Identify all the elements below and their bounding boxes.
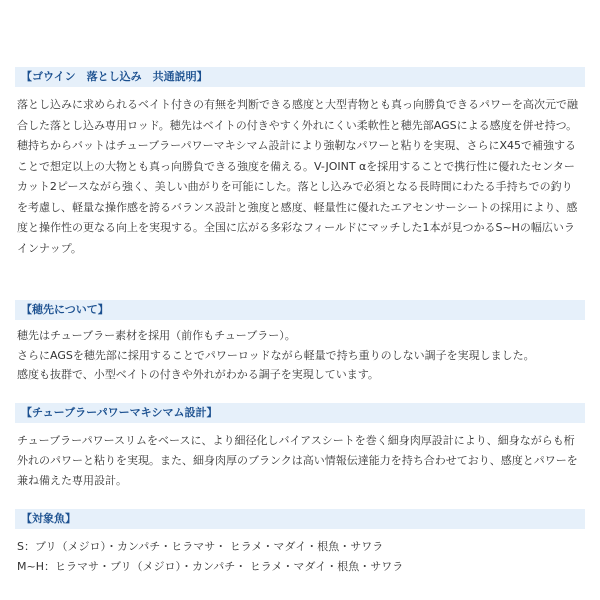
section-tip <box>15 300 585 385</box>
section-header-target-fish: 【対象魚】 <box>15 509 585 529</box>
target-fish-line-s: S：ブリ（メジロ）・カンパチ・ヒラマサ・ ヒラメ・マダイ・根魚・サワラ <box>17 540 384 553</box>
section-header-common: 【ゴウイン 落とし込み 共通説明】 <box>15 67 585 87</box>
tubular-text: チューブラーパワースリムをベースに、より細径化しバイアスシートを巻く細身肉厚設計により、細身ながらも桁外れのパワーと粘りを実現。また、細身肉厚のブランクは高い情報伝達能力を持ち合わせており、感度とパワーを兼ね備えた専用設計。 <box>17 434 578 487</box>
section-target-fish <box>15 509 585 577</box>
section-common-description <box>15 67 585 259</box>
target-fish-text <box>15 537 585 577</box>
section-header-tubular: 【チューブラーパワーマキシマム設計】 <box>15 403 585 423</box>
tip-text <box>15 326 585 385</box>
tip-line-1: 穂先はチューブラー素材を採用（前作もチューブラー）。 <box>17 329 296 342</box>
section-tubular-power-maximum <box>15 403 585 491</box>
tip-line-3: 感度も抜群で、小型ベイトの付きや外れがわかる調子を実現しています。 <box>17 368 379 381</box>
common-description-text: 落とし込みに求められるベイト付きの有無を判断できる感度と大型青物とも真っ向勝負できるパワーを高次元で融合した落とし込み専用ロッド。穂先はベイトの付きやすく外れにくい柔軟性と穂先部AGSによる感度を併せ持つ。穂持ちからバットはチューブラーパワーマキシマム設計により強靭なパワーと粘りを実現、さらにX45で補強することで想定以上の大物とも真っ向勝負できる強度を備える。V-JOINT αを採用することで携行性に優れたセンターカット2ピースながら強く、美しい曲がりを可能にした。落とし込みで必須となる長時間にわたる手持ちでの釣りを考慮し、軽量な操作感を誇るバランス設計と強度と感度、軽量性に優れたエアセンサーシートの採用により、感度と操作性の更なる向上を実現する。全国に広がる多彩なフィールドにマッチした1本が見つかるS~Hの幅広いラインナップ。 <box>17 98 578 255</box>
section-header-tip: 【穂先について】 <box>15 300 585 320</box>
target-fish-line-m-h: M~H：ヒラマサ・ブリ（メジロ）・カンパチ・ ヒラメ・マダイ・根魚・サワラ <box>17 560 404 573</box>
tip-line-2: さらにAGSを穂先部に採用することでパワーロッドながら軽量で持ち重りのしない調子を実現しました。 <box>17 348 535 362</box>
